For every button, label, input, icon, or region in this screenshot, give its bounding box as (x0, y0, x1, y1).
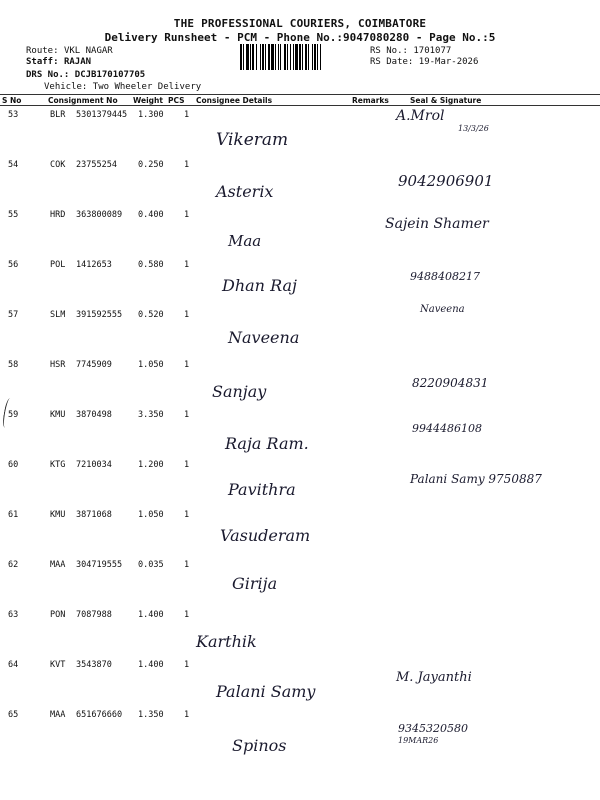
serial-number: 56 (8, 260, 19, 270)
barcode-bar (275, 44, 276, 70)
col-seal: Seal & Signature (410, 96, 482, 105)
barcode-bar (308, 44, 309, 70)
pieces-count: 1 (184, 260, 190, 270)
consignment-number: 23755254 (76, 160, 117, 170)
pieces-count: 1 (184, 510, 190, 520)
pieces-count: 1 (184, 660, 190, 670)
table-row (0, 110, 600, 160)
serial-number: 63 (8, 610, 19, 620)
pieces-count: 1 (184, 160, 190, 170)
consignment-code: PON (50, 610, 66, 620)
consignment-number: 7745909 (76, 360, 112, 370)
table-row (0, 360, 600, 410)
consignee-handwritten-name: Karthik (196, 632, 257, 651)
serial-number: 54 (8, 160, 19, 170)
consignment-number: 7210034 (76, 460, 112, 470)
weight-value: 1.050 (138, 360, 164, 370)
vehicle-label: Vehicle: (44, 82, 88, 92)
receiver-signature: 9488408217 (410, 270, 480, 283)
pieces-count: 1 (184, 360, 190, 370)
weight-value: 0.400 (138, 210, 164, 220)
table-row (0, 560, 600, 610)
serial-number: 60 (8, 460, 19, 470)
consignee-handwritten-name: Pavithra (228, 480, 296, 499)
barcode-bar (243, 44, 244, 70)
table-row (0, 160, 600, 210)
weight-value: 0.035 (138, 560, 164, 570)
header-rule-bottom (0, 105, 600, 106)
consignee-handwritten-name: Vikeram (216, 130, 289, 150)
consignment-code: KMU (50, 410, 66, 420)
consignee-handwritten-name: Maa (228, 232, 262, 250)
vehicle-value: Two Wheeler Delivery (92, 82, 202, 92)
vehicle-line (44, 82, 201, 92)
barcode-bar (290, 44, 291, 70)
barcode-bar (317, 44, 318, 70)
consignee-handwritten-name: Sanjay (212, 382, 267, 401)
table-row (0, 660, 600, 710)
pieces-count: 1 (184, 560, 190, 570)
consignment-code: KTG (50, 460, 66, 470)
barcode-bar (250, 44, 251, 70)
pieces-count: 1 (184, 310, 190, 320)
staff-line (26, 57, 91, 67)
barcode-bar (240, 44, 242, 70)
barcode-bar (320, 44, 321, 70)
receiver-signature: M. Jayanthi (396, 670, 472, 685)
signature-note: 19MAR26 (398, 736, 439, 745)
consignment-number: 304719555 (76, 560, 123, 570)
consignment-number: 3870498 (76, 410, 112, 420)
barcode-bar (260, 44, 261, 70)
rs-no-label: RS No.: (370, 46, 408, 56)
consignment-code: MAA (50, 710, 66, 720)
barcode-bar (299, 44, 301, 70)
receiver-signature: 9944486108 (412, 422, 482, 435)
pieces-count: 1 (184, 410, 190, 420)
barcode-bar (302, 44, 303, 70)
col-sno: S No (2, 96, 22, 105)
barcode-bar (295, 44, 298, 70)
drs-label: DRS No.: (26, 70, 70, 80)
consignee-handwritten-name: Girija (232, 574, 278, 593)
receiver-signature: 9345320580 (398, 722, 468, 735)
pieces-count: 1 (184, 110, 190, 120)
runsheet-subtitle: Delivery Runsheet - PCM - Phone No.:9047080280 - Page No.:5 (104, 31, 496, 44)
staff-label: Staff: (26, 57, 59, 67)
consignment-code: POL (50, 260, 66, 270)
rs-date-value: 19-Mar-2026 (418, 57, 479, 67)
consignment-number: 3543870 (76, 660, 112, 670)
barcode-bar (293, 44, 294, 70)
consignment-code: HRD (50, 210, 66, 220)
barcode-bar (252, 44, 254, 70)
header-rule-top (0, 94, 600, 95)
table-row (0, 210, 600, 260)
consignment-code: SLM (50, 310, 66, 320)
rs-no-value: 1701077 (413, 46, 452, 56)
barcode-bar (268, 44, 270, 70)
consignment-code: KMU (50, 510, 66, 520)
weight-value: 0.520 (138, 310, 164, 320)
serial-number: 62 (8, 560, 19, 570)
col-consignment: Consignment No (48, 96, 118, 105)
receiver-signature: Palani Samy 9750887 (410, 472, 542, 486)
serial-number: 55 (8, 210, 19, 220)
weight-value: 0.250 (138, 160, 164, 170)
table-row (0, 460, 600, 510)
serial-number: 59 (8, 410, 19, 420)
barcode-bar (280, 44, 281, 70)
table-row (0, 260, 600, 310)
weight-value: 3.350 (138, 410, 164, 420)
receiver-signature: 8220904831 (412, 376, 489, 390)
weight-value: 1.400 (138, 610, 164, 620)
route-value: VKL NAGAR (63, 46, 113, 56)
route-label: Route: (26, 46, 59, 56)
consignment-number: 7087988 (76, 610, 112, 620)
staff-value: RAJAN (63, 57, 92, 67)
col-consignee: Consignee Details (196, 96, 273, 105)
barcode-bar (314, 44, 316, 70)
barcode-bar (262, 44, 264, 70)
barcode-bar (246, 44, 249, 70)
consignment-number: 391592555 (76, 310, 123, 320)
serial-number: 64 (8, 660, 19, 670)
weight-value: 0.580 (138, 260, 164, 270)
receiver-signature: Sajein Shamer (385, 216, 489, 232)
weight-value: 1.050 (138, 510, 164, 520)
consignee-handwritten-name: Vasuderam (220, 526, 311, 545)
consignment-number: 5301379445 (76, 110, 128, 120)
company-title: THE PROFESSIONAL COURIERS, COIMBATORE (173, 17, 427, 30)
col-pcs: PCS (168, 96, 185, 105)
consignment-code: MAA (50, 560, 66, 570)
barcode-bar (284, 44, 286, 70)
consignment-number: 1412653 (76, 260, 112, 270)
barcode (240, 44, 368, 70)
table-row (0, 710, 600, 760)
consignee-handwritten-name: Asterix (216, 182, 274, 201)
serial-number: 61 (8, 510, 19, 520)
signature-note: 13/3/26 (458, 124, 489, 133)
consignee-handwritten-name: Spinos (232, 736, 287, 755)
consignment-code: BLR (50, 110, 66, 120)
receiver-signature: Naveena (420, 304, 465, 315)
consignment-number: 363800089 (76, 210, 123, 220)
barcode-bar (256, 44, 257, 70)
pieces-count: 1 (184, 210, 190, 220)
receiver-signature: 9042906901 (398, 172, 494, 190)
consignment-code: COK (50, 160, 66, 170)
consignment-code: HSR (50, 360, 66, 370)
pieces-count: 1 (184, 460, 190, 470)
serial-number: 65 (8, 710, 19, 720)
col-weight: Weight (133, 96, 163, 105)
receiver-signature: A.Mrol (396, 108, 445, 124)
barcode-bar (305, 44, 307, 70)
consignee-handwritten-name: Dhan Raj (222, 276, 297, 295)
table-row (0, 610, 600, 660)
consignment-number: 3871068 (76, 510, 112, 520)
drs-line (26, 70, 145, 80)
drs-value: DCJB170107705 (74, 70, 146, 80)
pieces-count: 1 (184, 610, 190, 620)
barcode-bar (287, 44, 288, 70)
table-row (0, 410, 600, 460)
table-row (0, 304, 600, 360)
table-row (0, 510, 600, 560)
weight-value: 1.400 (138, 660, 164, 670)
barcode-bar (271, 44, 274, 70)
weight-value: 1.350 (138, 710, 164, 720)
consignment-number: 651676660 (76, 710, 123, 720)
consignee-handwritten-name: Raja Ram. (225, 434, 309, 453)
rs-date-label: RS Date: (370, 57, 414, 67)
consignee-handwritten-name: Palani Samy (216, 682, 316, 701)
weight-value: 1.300 (138, 110, 164, 120)
weight-value: 1.200 (138, 460, 164, 470)
pieces-count: 1 (184, 710, 190, 720)
route-line (26, 46, 113, 56)
serial-number: 53 (8, 110, 19, 120)
barcode-bar (265, 44, 266, 70)
consignment-code: KVT (50, 660, 66, 670)
serial-number: 57 (8, 310, 19, 320)
rs-date-line (370, 57, 478, 67)
consignee-handwritten-name: Naveena (228, 328, 300, 347)
barcode-bar (278, 44, 279, 70)
rs-number-line (370, 46, 451, 56)
barcode-bar (312, 44, 313, 70)
col-remarks: Remarks (352, 96, 389, 105)
serial-number: 58 (8, 360, 19, 370)
